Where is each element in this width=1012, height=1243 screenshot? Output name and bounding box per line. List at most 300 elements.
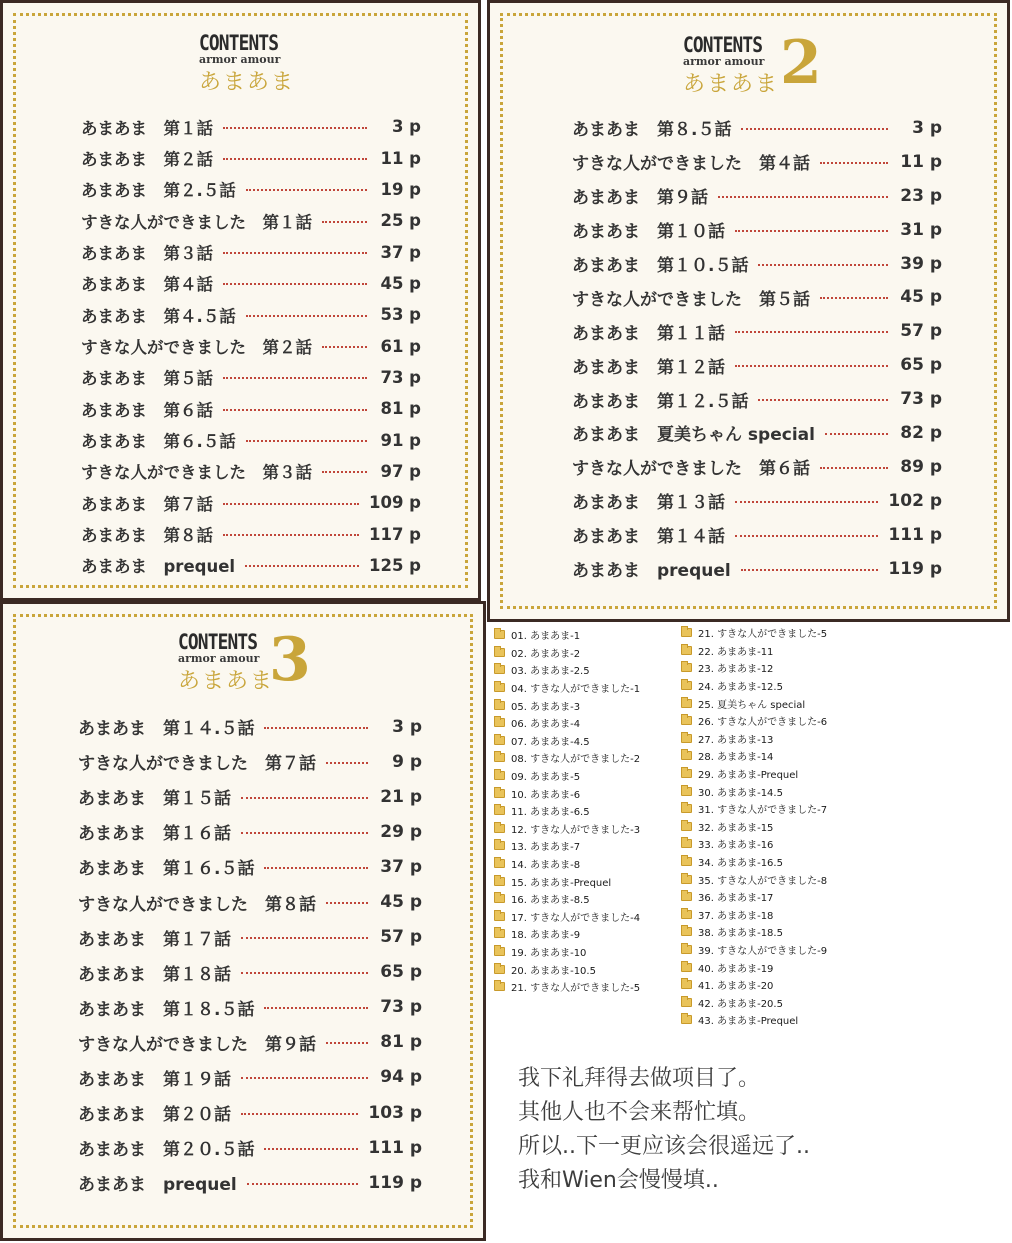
- leader-dots: [223, 503, 359, 505]
- leader-dots: [326, 1042, 368, 1044]
- leader-dots: [735, 331, 888, 333]
- toc-entry: [572, 280, 942, 314]
- folder-name: 33. あまあま-16: [698, 840, 774, 852]
- toc-entry-page: 45 p: [380, 273, 421, 293]
- toc-entry: [78, 744, 422, 779]
- leader-dots: [246, 315, 367, 317]
- leader-dots: [322, 346, 367, 348]
- folder-icon: [494, 912, 505, 921]
- leader-dots: [223, 158, 367, 160]
- leader-dots: [246, 440, 367, 442]
- folder-name: 04. すきな人ができました-1: [511, 684, 641, 696]
- folder-name: 06. あまあま-4: [511, 719, 581, 731]
- toc-panel-volume-1: [0, 0, 481, 601]
- folder-item[interactable]: [681, 765, 827, 783]
- leader-dots: [241, 832, 368, 834]
- toc-entry-page: 25 p: [380, 211, 421, 231]
- toc-entry-title: あまあま 第２０話: [78, 1105, 231, 1126]
- folder-name: 40. あまあま-19: [698, 963, 774, 975]
- toc-entry: [81, 393, 421, 424]
- toc-entry-page: 57 p: [380, 927, 422, 948]
- folder-icon: [681, 1015, 692, 1024]
- folder-icon: [681, 980, 692, 989]
- folder-item[interactable]: [494, 784, 640, 802]
- leader-dots: [326, 762, 368, 764]
- toc-panel-volume-3: [0, 601, 486, 1241]
- folder-item[interactable]: [494, 661, 640, 679]
- series-subtitle: armor amour: [178, 652, 260, 665]
- folder-name: 07. あまあま-4.5: [511, 736, 590, 748]
- folder-name: 21. すきな人ができました-5: [698, 629, 828, 641]
- toc-entry-title: あまあま 第２話: [81, 150, 213, 170]
- folder-name: 10. あまあま-6: [511, 789, 581, 801]
- toc-entry: [572, 416, 942, 450]
- toc-entry-page: 81 p: [380, 1032, 422, 1053]
- folder-item[interactable]: [681, 888, 827, 906]
- folder-item[interactable]: [494, 890, 640, 908]
- toc-entry: [78, 884, 422, 919]
- folder-name: 02. あまあま-2: [511, 648, 581, 660]
- toc-entry-title: すきな人ができました 第７話: [78, 754, 316, 775]
- toc-entry-title: すきな人ができました 第１話: [81, 212, 312, 232]
- folder-icon: [494, 665, 505, 674]
- toc-entry-page: 81 p: [380, 399, 421, 419]
- folder-icon: [681, 804, 692, 813]
- toc-entry-title: あまあま 第６話: [81, 400, 213, 420]
- toc-entry: [81, 330, 421, 361]
- series-title: あまあま: [199, 70, 296, 95]
- folder-icon: [494, 718, 505, 727]
- toc-entry-title: あまあま 第１２話: [572, 357, 725, 378]
- toc-entry-title: あまあま prequel: [78, 1175, 237, 1196]
- folder-icon: [681, 681, 692, 690]
- folder-item[interactable]: [681, 642, 827, 660]
- toc-entry: [572, 314, 942, 348]
- folder-icon: [494, 736, 505, 745]
- folder-item[interactable]: [681, 906, 827, 924]
- folder-icon: [681, 927, 692, 936]
- toc-entry: [78, 1025, 422, 1060]
- toc-list: [78, 709, 422, 1200]
- toc-entry: [81, 205, 421, 236]
- folder-name: 27. あまあま-13: [698, 734, 774, 746]
- leader-dots: [264, 867, 368, 869]
- folder-item[interactable]: [681, 1011, 827, 1029]
- toc-entry: [78, 1165, 422, 1200]
- toc-entry: [81, 299, 421, 330]
- translator-note: [518, 1062, 810, 1198]
- folder-item[interactable]: [494, 626, 640, 644]
- toc-entry-title: すきな人ができました 第８話: [78, 894, 316, 915]
- folder-item[interactable]: [494, 872, 640, 890]
- folder-icon: [681, 787, 692, 796]
- toc-entry-page: 65 p: [380, 962, 422, 983]
- toc-entry-page: 97 p: [380, 461, 421, 481]
- toc-entry: [78, 920, 422, 955]
- leader-dots: [223, 534, 359, 536]
- toc-entry: [78, 779, 422, 814]
- folder-name: 17. すきな人ができました-4: [511, 912, 641, 924]
- folder-name: 42. あまあま-20.5: [698, 998, 783, 1010]
- leader-dots: [241, 797, 368, 799]
- folder-name: 35. すきな人ができました-8: [698, 875, 828, 887]
- folder-name: 28. あまあま-14: [698, 752, 774, 764]
- folder-name: 25. 夏美ちゃん special: [698, 699, 806, 711]
- folder-name: 37. あまあま-18: [698, 910, 774, 922]
- folder-name: 30. あまあま-14.5: [698, 787, 783, 799]
- toc-entry-title: あまあま 第９話: [572, 188, 708, 209]
- toc-entry: [81, 362, 421, 393]
- toc-entry-page: 3 p: [912, 117, 942, 138]
- leader-dots: [245, 565, 359, 567]
- series-subtitle: armor amour: [683, 55, 765, 68]
- toc-entry-title: すきな人ができました 第９話: [78, 1034, 316, 1055]
- toc-entry: [572, 382, 942, 416]
- note-line: 所以..下一更应该会很遥远了..: [518, 1134, 810, 1159]
- folder-item[interactable]: [681, 993, 827, 1011]
- folder-name: 22. あまあま-11: [698, 646, 774, 658]
- toc-entry: [81, 174, 421, 205]
- toc-entry-page: 73 p: [380, 997, 422, 1018]
- folder-icon: [494, 648, 505, 657]
- folder-icon: [494, 947, 505, 956]
- toc-entry-title: あまあま 第１８話: [78, 964, 231, 985]
- folder-item[interactable]: [494, 908, 640, 926]
- leader-dots: [241, 1077, 368, 1079]
- folder-item[interactable]: [494, 960, 640, 978]
- toc-panel-volume-2: [487, 0, 1010, 622]
- toc-entry-page: 109 p: [369, 493, 421, 513]
- toc-entry-page: 73 p: [380, 367, 421, 387]
- folder-name: 13. あまあま-7: [511, 842, 581, 854]
- folder-item[interactable]: [681, 941, 827, 959]
- toc-entry: [81, 142, 421, 173]
- folder-item[interactable]: [681, 923, 827, 941]
- toc-entry-title: あまあま 第２０.５話: [78, 1140, 255, 1161]
- folder-name: 01. あまあま-1: [511, 631, 581, 643]
- leader-dots: [223, 127, 367, 129]
- leader-dots: [735, 501, 878, 503]
- toc-entry-title: あまあま 第１４話: [572, 527, 725, 548]
- toc-entry-page: 82 p: [900, 422, 942, 443]
- toc-entry: [81, 550, 421, 581]
- leader-dots: [223, 283, 367, 285]
- toc-entry-page: 23 p: [900, 185, 942, 206]
- folder-name: 24. あまあま-12.5: [698, 682, 783, 694]
- folder-item[interactable]: [681, 800, 827, 818]
- toc-entry-title: あまあま prequel: [572, 561, 731, 582]
- toc-entry-page: 89 p: [900, 456, 942, 477]
- folder-name: 41. あまあま-20: [698, 981, 774, 993]
- folder-name: 43. あまあま-Prequel: [698, 1016, 799, 1028]
- folder-item[interactable]: [494, 696, 640, 714]
- folder-icon: [494, 701, 505, 710]
- toc-entry-title: あまあま 第１８.５話: [78, 999, 255, 1020]
- folder-icon: [494, 789, 505, 798]
- toc-entry-page: 57 p: [900, 321, 942, 342]
- folder-item[interactable]: [494, 855, 640, 873]
- folder-listing: [488, 624, 874, 1028]
- folder-icon: [681, 646, 692, 655]
- folder-name: 11. あまあま-6.5: [511, 807, 590, 819]
- toc-entry-title: あまあま 第４話: [81, 275, 213, 295]
- folder-item[interactable]: [681, 747, 827, 765]
- leader-dots: [223, 409, 367, 411]
- toc-entry-page: 73 p: [900, 389, 942, 410]
- volume-number: 2: [780, 28, 822, 98]
- folder-icon: [681, 945, 692, 954]
- folder-item[interactable]: [494, 978, 640, 996]
- leader-dots: [326, 902, 368, 904]
- toc-entry-title: すきな人ができました 第２話: [81, 338, 312, 358]
- folder-item[interactable]: [681, 730, 827, 748]
- folder-name: 09. あまあま-5: [511, 772, 581, 784]
- folder-name: 08. すきな人ができました-2: [511, 754, 641, 766]
- leader-dots: [735, 230, 888, 232]
- folder-item[interactable]: [681, 712, 827, 730]
- toc-entry-title: あまあま 第１６.５話: [78, 859, 255, 880]
- toc-entry-title: あまあま 第１６話: [78, 824, 231, 845]
- folder-item[interactable]: [681, 659, 827, 677]
- toc-entry: [572, 348, 942, 382]
- toc-entry: [81, 111, 421, 142]
- folder-item[interactable]: [681, 835, 827, 853]
- toc-entry: [572, 518, 942, 552]
- leader-dots: [223, 377, 367, 379]
- leader-dots: [241, 972, 368, 974]
- toc-entry-page: 11 p: [900, 151, 942, 172]
- leader-dots: [820, 297, 888, 299]
- folder-name: 03. あまあま-2.5: [511, 666, 590, 678]
- leader-dots: [241, 1113, 358, 1115]
- folder-name: 31. すきな人ができました-7: [698, 805, 828, 817]
- toc-entry: [572, 450, 942, 484]
- folder-icon: [681, 857, 692, 866]
- folder-icon: [681, 769, 692, 778]
- toc-entry-title: あまあま 第５話: [81, 369, 213, 389]
- toc-entry: [78, 1095, 422, 1130]
- folder-name: 21. すきな人ができました-5: [511, 983, 641, 995]
- folder-item[interactable]: [494, 714, 640, 732]
- toc-entry-title: あまあま 第１話: [81, 118, 213, 138]
- toc-entry: [572, 145, 942, 179]
- series-title: あまあま: [683, 72, 780, 97]
- folder-icon: [681, 892, 692, 901]
- series-title: あまあま: [178, 669, 275, 694]
- leader-dots: [247, 1183, 359, 1185]
- toc-entry-page: 125 p: [369, 555, 421, 575]
- toc-entry-title: すきな人ができました 第４話: [572, 154, 810, 175]
- toc-entry-page: 45 p: [380, 892, 422, 913]
- toc-entry-title: あまあま 第６.５話: [81, 432, 236, 452]
- folder-icon: [681, 963, 692, 972]
- folder-item[interactable]: [681, 694, 827, 712]
- toc-entry-page: 45 p: [900, 287, 942, 308]
- toc-entry-page: 91 p: [380, 430, 421, 450]
- toc-entry-title: あまあま 第１７話: [78, 929, 231, 950]
- leader-dots: [718, 196, 888, 198]
- toc-entry-title: あまあま 第３話: [81, 244, 213, 264]
- folder-name: 20. あまあま-10.5: [511, 965, 596, 977]
- toc-entry-title: あまあま 第８話: [81, 526, 213, 546]
- note-line: 我下礼拜得去做项目了。: [518, 1066, 761, 1091]
- folder-name: 14. あまあま-8: [511, 860, 581, 872]
- toc-entry-title: あまあま 第１９話: [78, 1069, 231, 1090]
- toc-entry-title: あまあま 第１４.５話: [78, 719, 255, 740]
- toc-entry-title: あまあま 第１０話: [572, 222, 725, 243]
- toc-entry: [572, 247, 942, 281]
- folder-name: 26. すきな人ができました-6: [698, 717, 828, 729]
- folder-icon: [494, 859, 505, 868]
- folder-icon: [494, 965, 505, 974]
- toc-entry: [572, 552, 942, 586]
- toc-list: [81, 111, 421, 581]
- volume-number: 3: [269, 625, 311, 695]
- folder-item[interactable]: [494, 767, 640, 785]
- toc-entry-title: あまあま 第２.５話: [81, 181, 236, 201]
- toc-entry: [78, 1060, 422, 1095]
- folder-column-right: [681, 624, 827, 1029]
- toc-entry-page: 31 p: [900, 219, 942, 240]
- folder-icon: [494, 894, 505, 903]
- toc-entry: [78, 955, 422, 990]
- folder-name: 32. あまあま-15: [698, 822, 774, 834]
- folder-icon: [681, 628, 692, 637]
- toc-entry-title: あまあま 第１１話: [572, 323, 725, 344]
- toc-entry-page: 102 p: [888, 490, 942, 511]
- folder-icon: [494, 753, 505, 762]
- toc-entry-page: 111 p: [888, 524, 942, 545]
- leader-dots: [264, 1148, 358, 1150]
- toc-entry-title: あまあま 第４.５話: [81, 306, 236, 326]
- folder-item[interactable]: [494, 925, 640, 943]
- folder-name: 23. あまあま-12: [698, 664, 774, 676]
- toc-header: [683, 33, 779, 98]
- note-line: 我和Wien会慢慢填..: [518, 1168, 719, 1193]
- folder-item[interactable]: [681, 818, 827, 836]
- folder-item[interactable]: [681, 782, 827, 800]
- folder-icon: [681, 699, 692, 708]
- folder-icon: [681, 751, 692, 760]
- leader-dots: [820, 467, 888, 469]
- folder-icon: [494, 982, 505, 991]
- toc-entry-page: 11 p: [380, 148, 421, 168]
- toc-entry-page: 3 p: [391, 117, 421, 137]
- toc-entry: [78, 849, 422, 884]
- folder-item[interactable]: [681, 853, 827, 871]
- toc-entry: [81, 456, 421, 487]
- toc-entry-page: 53 p: [380, 305, 421, 325]
- leader-dots: [735, 365, 888, 367]
- toc-entry-page: 117 p: [369, 524, 421, 544]
- leader-dots: [825, 433, 888, 435]
- note-line: 其他人也不会来帮忙填。: [518, 1100, 761, 1125]
- folder-item[interactable]: [494, 679, 640, 697]
- folder-column-left: [494, 626, 640, 995]
- toc-entry: [78, 814, 422, 849]
- folder-icon: [681, 663, 692, 672]
- leader-dots: [322, 471, 367, 473]
- toc-entry: [78, 709, 422, 744]
- leader-dots: [735, 535, 878, 537]
- toc-entry-page: 103 p: [368, 1102, 422, 1123]
- series-subtitle: armor amour: [199, 53, 281, 66]
- toc-entry-title: すきな人ができました 第５話: [572, 289, 810, 310]
- folder-icon: [494, 771, 505, 780]
- folder-icon: [681, 910, 692, 919]
- folder-name: 39. すきな人ができました-9: [698, 945, 828, 957]
- toc-entry-page: 29 p: [380, 821, 422, 842]
- folder-item[interactable]: [494, 820, 640, 838]
- folder-item[interactable]: [494, 644, 640, 662]
- toc-entry: [572, 179, 942, 213]
- toc-entry: [81, 268, 421, 299]
- toc-entry-page: 37 p: [380, 242, 421, 262]
- folder-icon: [681, 998, 692, 1007]
- folder-icon: [681, 875, 692, 884]
- leader-dots: [322, 221, 367, 223]
- toc-entry: [572, 111, 942, 145]
- toc-header: [178, 630, 274, 695]
- toc-entry: [81, 236, 421, 267]
- folder-name: 12. すきな人ができました-3: [511, 824, 641, 836]
- toc-entry-title: すきな人ができました 第３話: [81, 463, 312, 483]
- toc-entry: [81, 487, 421, 518]
- folder-icon: [494, 929, 505, 938]
- leader-dots: [820, 162, 888, 164]
- folder-icon: [494, 683, 505, 692]
- contents-heading: CONTENTS: [683, 33, 763, 57]
- toc-entry-title: あまあま 第１０.５話: [572, 256, 749, 276]
- folder-icon: [681, 734, 692, 743]
- folder-name: 16. あまあま-8.5: [511, 895, 590, 907]
- toc-entry-title: すきな人ができました 第６話: [572, 459, 810, 480]
- contents-heading: CONTENTS: [199, 31, 279, 55]
- toc-entry: [78, 990, 422, 1025]
- leader-dots: [264, 727, 368, 729]
- toc-entry: [78, 1130, 422, 1165]
- folder-item[interactable]: [681, 976, 827, 994]
- toc-entry-page: 111 p: [368, 1137, 422, 1158]
- folder-item[interactable]: [681, 677, 827, 695]
- folder-item[interactable]: [494, 749, 640, 767]
- folder-icon: [494, 630, 505, 639]
- toc-entry: [572, 484, 942, 518]
- folder-icon: [494, 806, 505, 815]
- toc-entry-title: あまあま 第１２.５話: [572, 391, 749, 412]
- leader-dots: [246, 189, 367, 191]
- toc-entry-page: 61 p: [380, 336, 421, 356]
- toc-entry-title: あまあま 第１５話: [78, 789, 231, 810]
- contents-heading: CONTENTS: [178, 630, 258, 654]
- toc-entry: [81, 518, 421, 549]
- toc-entry: [572, 213, 942, 247]
- folder-item[interactable]: [681, 870, 827, 888]
- leader-dots: [241, 937, 368, 939]
- toc-entry-page: 21 p: [380, 786, 422, 807]
- leader-dots: [758, 264, 888, 266]
- toc-entry-page: 3 p: [392, 716, 422, 737]
- leader-dots: [758, 399, 888, 401]
- folder-item[interactable]: [494, 732, 640, 750]
- folder-item[interactable]: [681, 624, 827, 642]
- folder-item[interactable]: [494, 837, 640, 855]
- toc-entry-page: 19 p: [380, 179, 421, 199]
- folder-item[interactable]: [494, 802, 640, 820]
- folder-item[interactable]: [681, 958, 827, 976]
- folder-item[interactable]: [494, 943, 640, 961]
- toc-header: [199, 31, 295, 96]
